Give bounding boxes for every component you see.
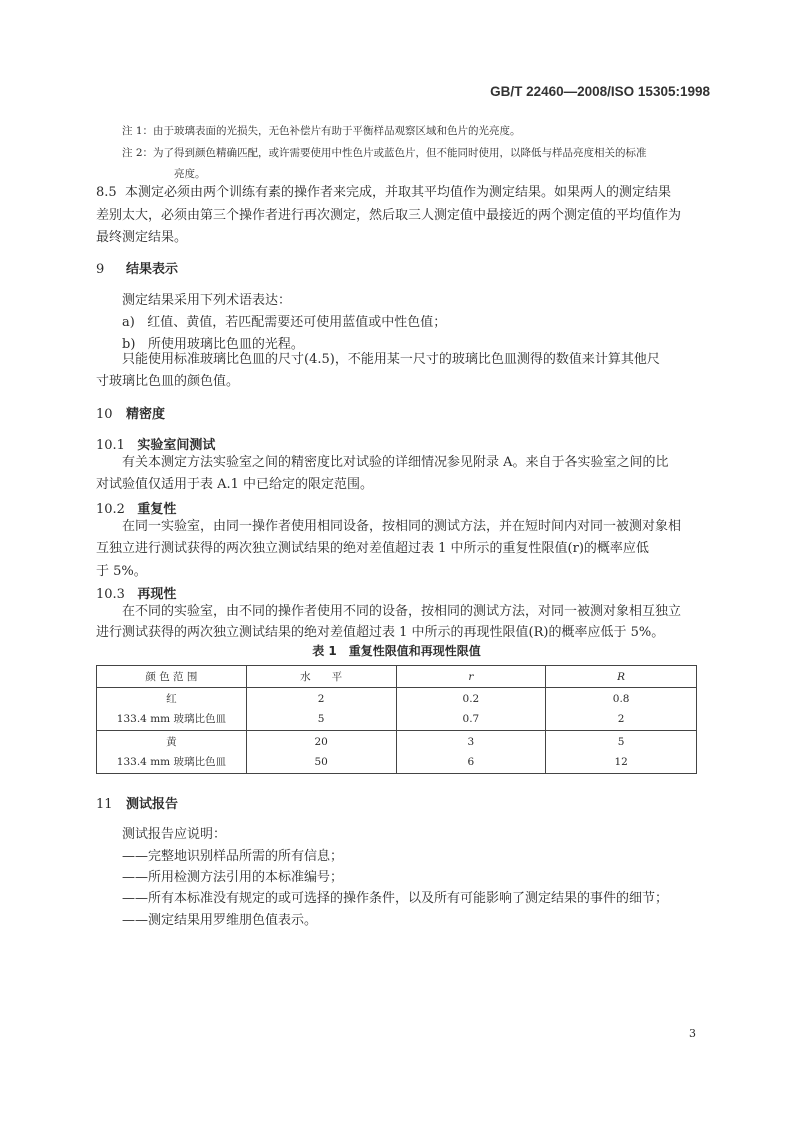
- cell-yellow-r: [396, 731, 546, 774]
- page-number: 3: [689, 1027, 696, 1040]
- yellow-R-2: 12: [614, 756, 628, 768]
- section-10-2-text-tail: [96, 538, 697, 583]
- section-10-3-line-1: 在不同的实验室，由不同的操作者使用不同的设备，按相同的测试方法，对同一被测对象相互独立: [122, 604, 682, 619]
- header-R: R: [546, 666, 697, 688]
- section-8-5-number: 8.5: [96, 185, 117, 200]
- header-level: 水 平: [246, 666, 396, 688]
- section-11-title: 测试报告: [126, 797, 179, 812]
- red-level-1: 2: [317, 693, 325, 705]
- section-8-5: [96, 182, 697, 250]
- list-item-b-label: b): [122, 337, 136, 352]
- section-9-number: 9: [96, 262, 105, 277]
- section-10-number: 10: [96, 407, 113, 422]
- section-10-1-text-tail: [96, 474, 697, 497]
- section-10-3-line-2: 进行测试获得的两次独立测试结果的绝对差值超过表 1 中所示的再现性限值(R)的概率应低于 5%。: [96, 625, 665, 640]
- section-10-1-title: 实验室间测试: [137, 438, 216, 453]
- note-1: 注 1：由于玻璃表面的光损失，无色补偿片有助于平衡样品观察区域和色片的光亮度。: [122, 125, 521, 137]
- yellow-r-2: 6: [467, 756, 475, 768]
- section-9-heading: [96, 258, 178, 277]
- section-10-1-number: 10.1: [96, 438, 125, 453]
- red-r-2: 0.7: [462, 713, 480, 725]
- section-8-5-line-2: 差别太大，必须由第三个操作者进行再次测定，然后取三人测定值中最接近的两个测定值的平均值作为: [96, 207, 682, 223]
- red-cell-size: 133.4 mm 玻璃比色皿: [116, 713, 226, 725]
- section-10-1-heading: [96, 434, 215, 453]
- red-level-2: 5: [317, 713, 325, 725]
- section-10-2-text: [96, 516, 697, 539]
- section-10-2-heading: [96, 498, 176, 517]
- section-9-paragraph-2: [96, 349, 697, 372]
- yellow-R-1: 5: [617, 736, 625, 748]
- yellow-label: 黄: [166, 736, 177, 748]
- list-item-a-text: 红值、黄值，若匹配需要还可使用蓝值或中性色值；: [147, 315, 447, 330]
- red-label: 红: [166, 693, 177, 705]
- section-8-5-line-1: 本测定必须由两个训练有素的操作者来完成，并取其平均值作为测定结果。如果两人的测定结果: [124, 185, 671, 200]
- red-R-2: 2: [617, 713, 625, 725]
- section-10-3-number: 10.3: [96, 587, 125, 602]
- section-10-2-number: 10.2: [96, 502, 125, 517]
- header-color-range: 颜 色 范 围: [97, 666, 247, 688]
- section-10-1-line-2: 对试验值仅适用于表 A.1 中已给定的限定范围。: [96, 477, 374, 492]
- section-11-intro: 测试报告应说明：: [122, 827, 227, 842]
- cell-yellow-R: [546, 731, 697, 774]
- section-9-title: 结果表示: [126, 262, 179, 277]
- cell-red-R: [546, 688, 697, 731]
- section-9-intro: 测定结果采用下列术语表达：: [122, 293, 292, 308]
- section-11-heading: [96, 793, 178, 812]
- section-10-title: 精密度: [126, 407, 166, 422]
- report-item: ——所有本标准没有规定的或可选择的操作条件，以及所有可能影响了测定结果的事件的细节；: [122, 891, 669, 906]
- section-10-3-title: 再现性: [137, 587, 177, 602]
- yellow-r-1: 3: [467, 736, 475, 748]
- precision-table: [96, 665, 697, 774]
- list-item-a-label: a): [122, 315, 135, 330]
- section-9-paragraph-2-line-2: 寸玻璃比色皿的颜色值。: [96, 374, 240, 389]
- table-header-row: [97, 666, 697, 688]
- section-10-1-text: [96, 452, 697, 475]
- report-item: ——完整地识别样品所需的所有信息；: [122, 849, 344, 864]
- section-10-1-line-1: 有关本测定方法实验室之间的精密度比对试验的详细情况参见附录 A。来自于各实验室之间的比: [122, 455, 669, 470]
- section-10-heading: [96, 403, 165, 422]
- cell-red-range: [97, 688, 247, 731]
- section-10-2-line-2: 互独立进行测试获得的两次独立测试结果的绝对差值超过表 1 中所示的重复性限值(r)的概率应低: [96, 541, 649, 556]
- section-8-5-line-3: 最终测定结果。: [96, 230, 188, 245]
- cell-yellow-range: [97, 731, 247, 774]
- table-row-red: [97, 688, 697, 731]
- table-caption: 表 1 重复性限值和再现性限值: [312, 644, 481, 658]
- cell-yellow-level: [246, 731, 396, 774]
- section-10-2-line-3: 于 5%。: [96, 563, 147, 579]
- section-9-paragraph-2-tail: [96, 371, 697, 394]
- header-r: r: [396, 666, 546, 688]
- section-9-paragraph-2-line-1: 只能使用标准玻璃比色皿的尺寸(4.5)，不能用某一尺寸的玻璃比色皿测得的数值来计算其他尺: [122, 352, 660, 367]
- standard-header: GB/T 22460—2008/ISO 15305:1998: [490, 84, 710, 99]
- cell-red-r: [396, 688, 546, 731]
- cell-red-level: [246, 688, 396, 731]
- red-r-1: 0.2: [462, 693, 480, 705]
- report-item: ——所用检测方法引用的本标准编号；: [122, 870, 344, 885]
- red-R-1: 0.8: [612, 693, 630, 705]
- report-item: ——测定结果用罗维朋色值表示。: [122, 913, 318, 928]
- yellow-level-1: 20: [314, 736, 328, 748]
- note-2: 注 2：为了得到颜色精确匹配，或许需要使用中性色片或蓝色片，但不能同时使用，以降低与样品亮度相关的标准: [122, 147, 647, 159]
- section-10-3-text: [96, 601, 697, 624]
- note-2-continued: 亮度。: [174, 168, 206, 180]
- section-10-2-title: 重复性: [137, 502, 177, 517]
- table-row-yellow: [97, 731, 697, 774]
- list-item-b-text: 所使用玻璃比色皿的光程。: [147, 337, 304, 352]
- yellow-level-2: 50: [314, 756, 328, 768]
- section-11-number: 11: [96, 797, 113, 812]
- section-10-2-line-1: 在同一实验室，由同一操作者使用相同设备，按相同的测试方法，并在短时间内对同一被测对象相: [122, 519, 682, 534]
- list-item-a: [122, 311, 446, 330]
- section-10-3-heading: [96, 583, 176, 602]
- yellow-cell-size: 133.4 mm 玻璃比色皿: [116, 756, 226, 768]
